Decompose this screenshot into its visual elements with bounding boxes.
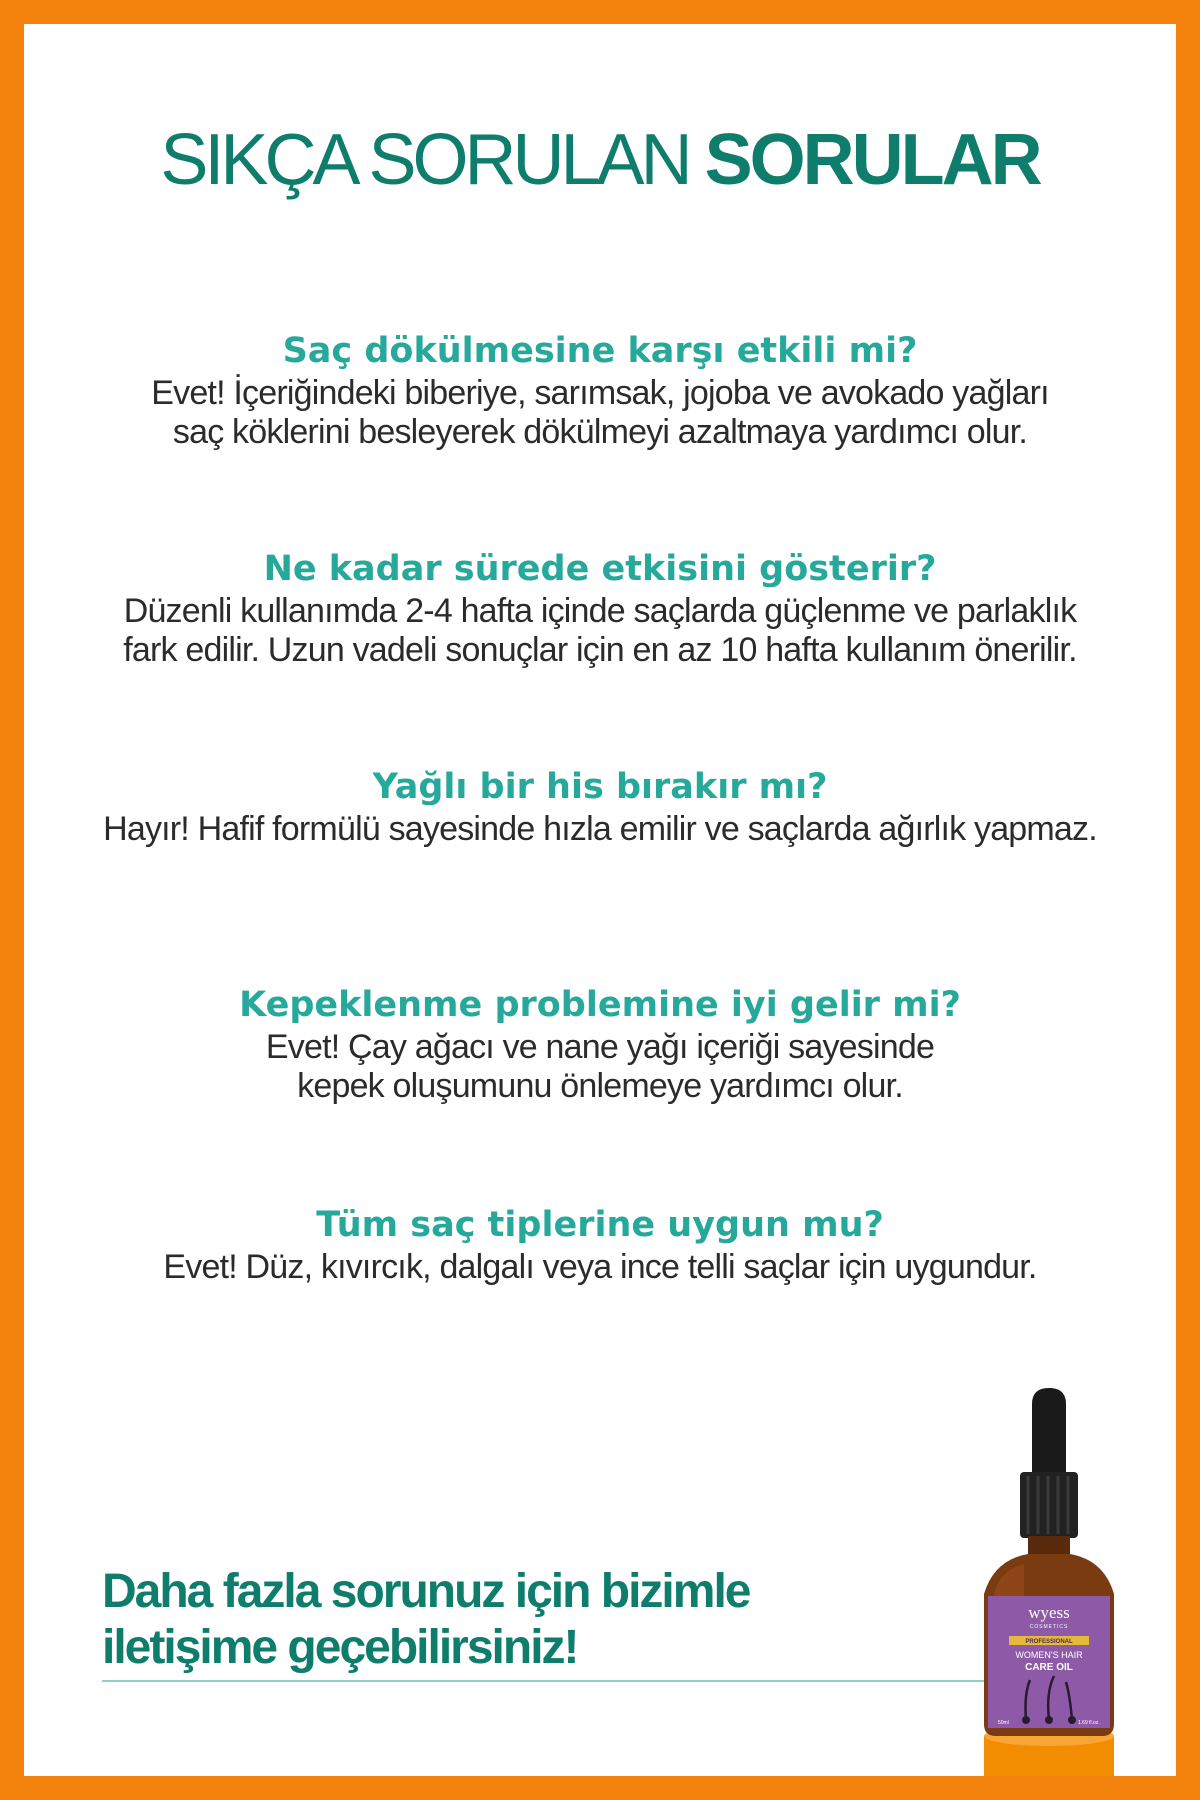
- faq-item-hair-types: [24, 1204, 1176, 1287]
- product-volume: 50ml: [998, 1720, 1009, 1726]
- label-badge-text: PROFESSIONAL: [1025, 1639, 1073, 1645]
- faq-item-hair-loss: [24, 330, 1176, 452]
- hair-oil-bottle-icon: [954, 1384, 1144, 1776]
- page-frame: [24, 24, 1176, 1776]
- faq-answer-line: Hayır! Hafif formülü sayesinde hızla emilir ve saçlarda ağırlık yapmaz.: [103, 810, 1097, 848]
- faq-answer-line: kepek oluşumunu önlemeye yardımcı olur.: [297, 1067, 903, 1105]
- faq-answer-line: Evet! İçeriğindeki biberiye, sarımsak, jojoba ve avokado yağları: [151, 374, 1049, 412]
- product-name-line1: WOMEN'S HAIR: [1015, 1650, 1083, 1660]
- faq-question: Yağlı bir his bırakır mı?: [372, 767, 828, 807]
- contact-message: [102, 1564, 749, 1676]
- page-title-light: SIKÇA SORULAN: [160, 120, 689, 200]
- contact-line-2: iletişime geçebilirsiniz!: [102, 1621, 578, 1674]
- faq-question: Tüm saç tiplerine uygun mu?: [316, 1205, 884, 1245]
- faq-item-oily-feel: [24, 766, 1176, 849]
- faq-question: Kepeklenme problemine iyi gelir mi?: [239, 985, 961, 1025]
- product-volume-oz: 1.69 fl.oz.: [1078, 1720, 1100, 1726]
- page-title-bold: SORULAR: [704, 120, 1040, 200]
- faq-answer: [24, 592, 1176, 670]
- faq-answer-line: Evet! Düz, kıvırcık, dalgalı veya ince telli saçlar için uygundur.: [163, 1248, 1037, 1286]
- faq-answer-line: Evet! Çay ağacı ve nane yağı içeriği sayesinde: [265, 1028, 935, 1066]
- brand-logo: wyess: [1028, 1603, 1070, 1622]
- bottle-neck: [1028, 1536, 1070, 1554]
- faq-answer: [24, 374, 1176, 452]
- faq-answer-line: saç köklerini besleyerek dökülmeyi azaltmaya yardımcı olur.: [172, 413, 1028, 451]
- faq-item-duration: [24, 548, 1176, 670]
- faq-question: Ne kadar sürede etkisini gösterir?: [263, 549, 937, 589]
- page-title: [24, 120, 1176, 200]
- product-image: [954, 1384, 1144, 1776]
- product-name-line2: CARE OIL: [1025, 1662, 1073, 1673]
- faq-answer-line: Düzenli kullanımda 2-4 hafta içinde saçlarda güçlenme ve parlaklık: [123, 592, 1077, 630]
- contact-line-1: Daha fazla sorunuz için bizimle: [102, 1565, 750, 1618]
- faq-answer-line: fark edilir. Uzun vadeli sonuçlar için en az 10 hafta kullanım önerilir.: [123, 631, 1077, 669]
- faq-question: Saç dökülmesine karşı etkili mi?: [282, 331, 918, 371]
- contact-divider: [102, 1680, 1022, 1682]
- faq-answer: [24, 1028, 1176, 1106]
- brand-sub: COSMETICS: [1029, 1624, 1069, 1630]
- faq-answer: [24, 1248, 1176, 1287]
- dropper-bulb: [1032, 1388, 1066, 1474]
- faq-answer: [24, 810, 1176, 849]
- faq-item-dandruff: [24, 984, 1176, 1106]
